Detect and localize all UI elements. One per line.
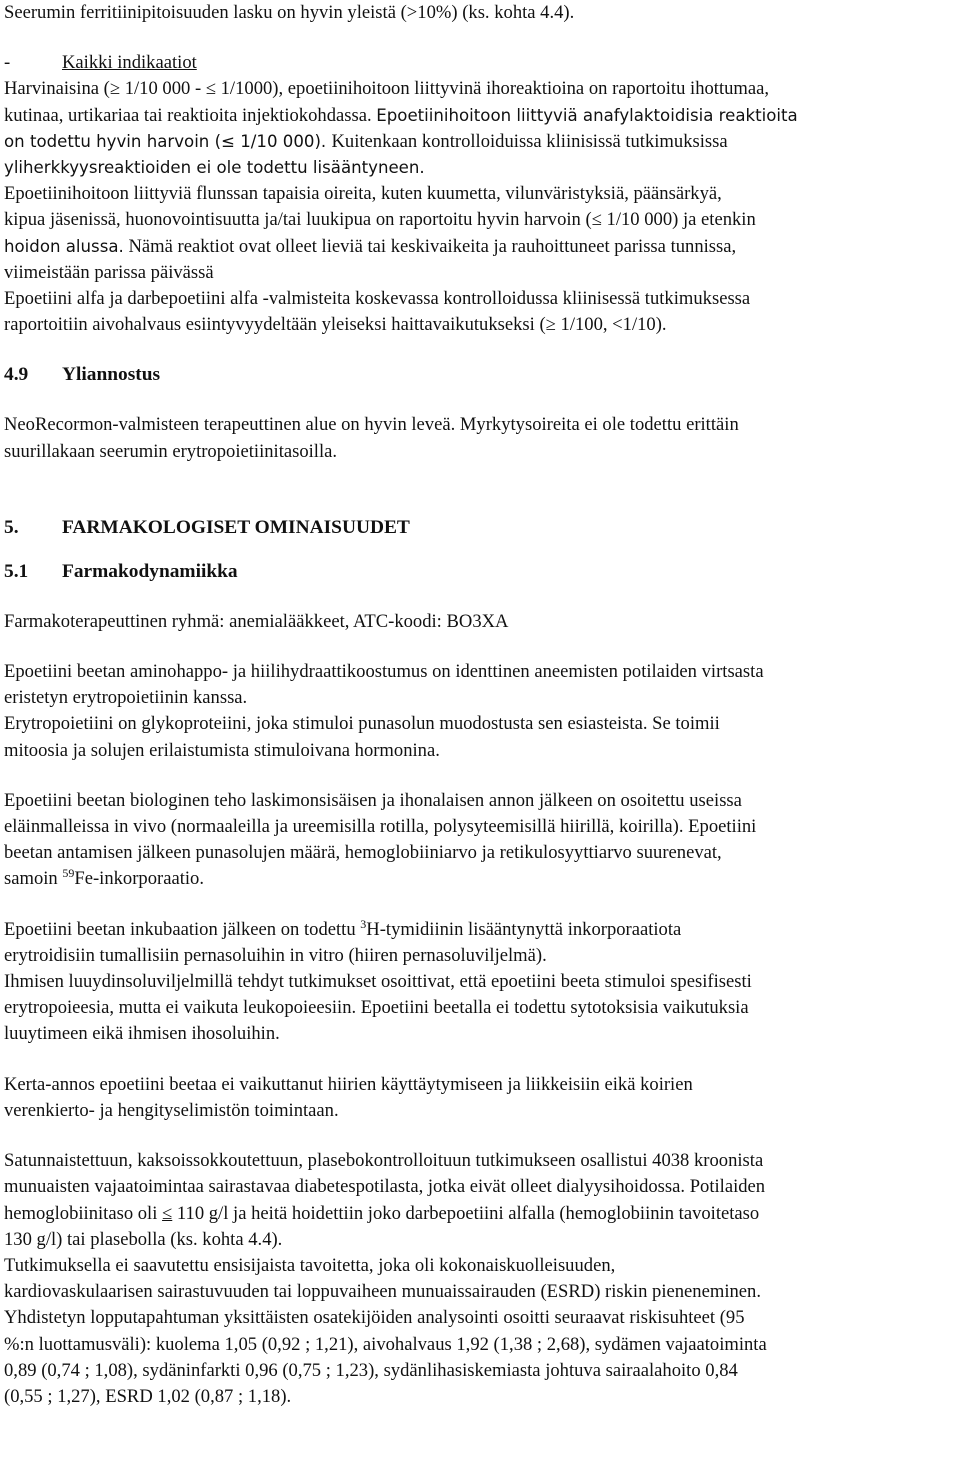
rare-line-3-text: on todettu hyvin harvoin (≤ 1/10 000). [4, 131, 327, 151]
composition-line-1: Epoetiini beetan aminohappo- ja hiilihydraattikoostumus on identtinen aneemisten potilaiden virtsasta [4, 661, 764, 683]
trial-line-5: Tutkimuksella ei saavutettu ensisijaista tavoitetta, joka oli kokonaiskuolleisuuden, [4, 1254, 616, 1276]
rare-line-1: Harvinaisina (≥ 1/10 000 - ≤ 1/1000), epoetiinihoitoon liittyvinä ihoreaktioina on raportoitu ihottumaa, [4, 78, 770, 100]
rare-line-3 [4, 129, 954, 155]
composition-line-2: eristetyn erytropoietiinin kanssa. [4, 687, 248, 709]
section-5-1-title: Farmakodynamiikka [62, 560, 238, 582]
rare-line-4: yliherkkyysreaktioiden ei ole todettu lisääntyneen. [4, 158, 425, 178]
trial-le-symbol: ≤ [162, 1202, 173, 1224]
trial-line-4: 130 g/l) tai plasebolla (ks. kohta 4.4). [4, 1228, 283, 1250]
incubation-line-4: luuytimeen eikä ihmisen ihosoluihin. [4, 1023, 280, 1045]
rare-line-2 [4, 103, 954, 129]
bio-line-4b: Fe-inkorporaatio. [74, 868, 204, 890]
flu-line-3 [4, 234, 954, 260]
anaphylaxis-text: Epoetiinihoitoon liittyviä anafylaktoidisia reaktioita [376, 105, 798, 125]
composition-line-3: Erytropoietiini on glykoproteiini, joka stimuloi punasolun muodostusta sen esiasteista. Se toimii [4, 713, 720, 735]
trial-line-8: %:n luottamusväli): kuolema 1,05 (0,92 ; 1,21), aivohalvaus 1,92 (1,38 ; 2,68), sydämen vajaatoiminta [4, 1333, 767, 1355]
section-5-1-num: 5.1 [4, 560, 29, 582]
bio-line-2: eläinmalleissa in vivo (normaaleilla ja ureemisilla rotilla, polysyteemisillä hiirillä, koirilla). Epoetiini [4, 816, 757, 838]
indications-title: Kaikki indikaatiot [62, 52, 197, 74]
overdose-line-1: NeoRecormon-valmisteen terapeuttinen alue on hyvin leveä. Myrkytysoireita ei ole todettu erittäin [4, 414, 739, 436]
trial-line-7: Yhdistetyn lopputapahtuman yksittäisten osatekijöiden analysointi osoitti seuraavat riskisuhteet (95 [4, 1307, 745, 1329]
trial-line-1: Satunnaistettuun, kaksoissokkoutettuun, plasebokontrolloituun tutkimukseen osallistui 4038 kroonista [4, 1150, 764, 1172]
section-5-title: FARMAKOLOGISET OMINAISUUDET [62, 516, 410, 538]
para-ferritin: Seerumin ferritiinipitoisuuden lasku on hyvin yleistä (>10%) (ks. kohta 4.4). [4, 2, 575, 23]
atc-line: Farmakoterapeuttinen ryhmä: anemialääkkeet, ATC-koodi: BO3XA [4, 610, 509, 632]
bio-line-4 [4, 866, 954, 892]
section-5-heading [4, 515, 954, 541]
indications-dash: - [4, 52, 11, 74]
incubation-line-3: erytropoieesia, mutta ei vaikuta leukopoieesiin. Epoetiini beetalla ei todettu sytotoksisia vaikutuksia [4, 997, 749, 1019]
incubation-line-2: Ihmisen luuydinsoluviljelmillä tehdyt tutkimukset osoittivat, että epoetiini beeta stimuloi spesifisesti [4, 971, 752, 993]
flu-line-3b: Nämä reaktiot ovat olleet lieviä tai keskivaikeita ja rauhoittuneet parissa tunnissa, [128, 235, 737, 257]
flu-line-2: kipua jäsenissä, huonovointisuutta ja/tai luukipua on raportoitu hyvin harvoin (≤ 1/10 000) ja etenkin [4, 209, 756, 231]
indications-heading [4, 50, 954, 76]
section-4-9-num: 4.9 [4, 364, 29, 386]
stroke-line-2: raportoitiin aivohalvaus esiintyvyydeltään yleiseksi haittavaikutukseksi (≥ 1/100, <1/10). [4, 314, 667, 336]
overdose-line-2: suurillakaan seerumin erytropoietiinitasoilla. [4, 440, 338, 462]
incubation-line-1: erytroidisiin tumallisiin pernasoluihin in vitro (hiiren pernasoluviljelmä). [4, 944, 547, 966]
thymidine-line [4, 917, 954, 943]
kuitenkaan-text: Kuitenkaan kontrolloiduissa kliinisissä tutkimuksissa [331, 130, 728, 152]
thymidine-pre: Epoetiini beetan inkubaation jälkeen on todettu [4, 918, 361, 940]
rare-line-2-text: kutinaa, urtikariaa tai reaktioita injektiokohdassa. [4, 104, 372, 126]
single-dose-line-2: verenkierto- ja hengityselimistön toimintaan. [4, 1099, 339, 1121]
flu-line-3a: hoidon alussa. [4, 236, 124, 256]
bio-line-4a: samoin [4, 868, 63, 890]
section-4-9-heading [4, 362, 954, 388]
trial-line-9: 0,89 (0,74 ; 1,08), sydäninfarkti 0,96 (0,75 ; 1,23), sydänlihasiskemiasta johtuva sairaalahoito 0,84 [4, 1359, 738, 1381]
trial-line-3 [4, 1201, 954, 1227]
bio-iron-isotope: 59 [62, 866, 75, 881]
composition-line-4: mitoosia ja solujen erilaistumista stimuloivana hormonina. [4, 739, 440, 761]
bio-line-1: Epoetiini beetan biologinen teho laskimonsisäisen ja ihonalaisen annon jälkeen on osoitettu useissa [4, 789, 742, 811]
bio-line-3: beetan antamisen jälkeen punasolujen määrä, hemoglobiiniarvo ja retikulosyyttiarvo suurenevat, [4, 842, 722, 864]
section-4-9-title: Yliannostus [62, 364, 161, 386]
trial-line-3a: hemoglobiinitaso oli [4, 1202, 163, 1224]
trial-line-10: (0,55 ; 1,27), ESRD 1,02 (0,87 ; 1,18). [4, 1385, 292, 1407]
flu-line-4: viimeistään parissa päivässä [4, 261, 214, 283]
thymidine-post: H-tymidiinin lisääntynyttä inkorporaatiota [366, 918, 682, 940]
single-dose-line-1: Kerta-annos epoetiini beetaa ei vaikuttanut hiirien käyttäytymiseen ja liikkeisiin eikä koirien [4, 1073, 693, 1095]
stroke-line-1: Epoetiini alfa ja darbepoetiini alfa -valmisteita koskevassa kontrolloidussa kliinisessä tutkimuksessa [4, 288, 751, 310]
section-5-num: 5. [4, 516, 19, 538]
section-5-1-heading [4, 559, 954, 585]
flu-line-1: Epoetiinihoitoon liittyviä flunssan tapaisia oireita, kuten kuumetta, vilunväristyksiä, päänsärkyä, [4, 183, 722, 205]
trial-line-6: kardiovaskulaarisen sairastuvuuden tai loppuvaiheen munuaissairauden (ESRD) riskin pieneneminen. [4, 1281, 761, 1303]
trial-line-2: munuaisten vajaatoimintaa sairastavaa diabetespotilasta, jotka eivät olleet dialyysihoidossa. Potilaiden [4, 1176, 766, 1198]
thymidine-sup: 3 [360, 916, 367, 931]
trial-line-3b: 110 g/l ja heitä hoidettiin joko darbepoetiini alfalla (hemoglobiinin tavoitetaso [172, 1202, 760, 1224]
